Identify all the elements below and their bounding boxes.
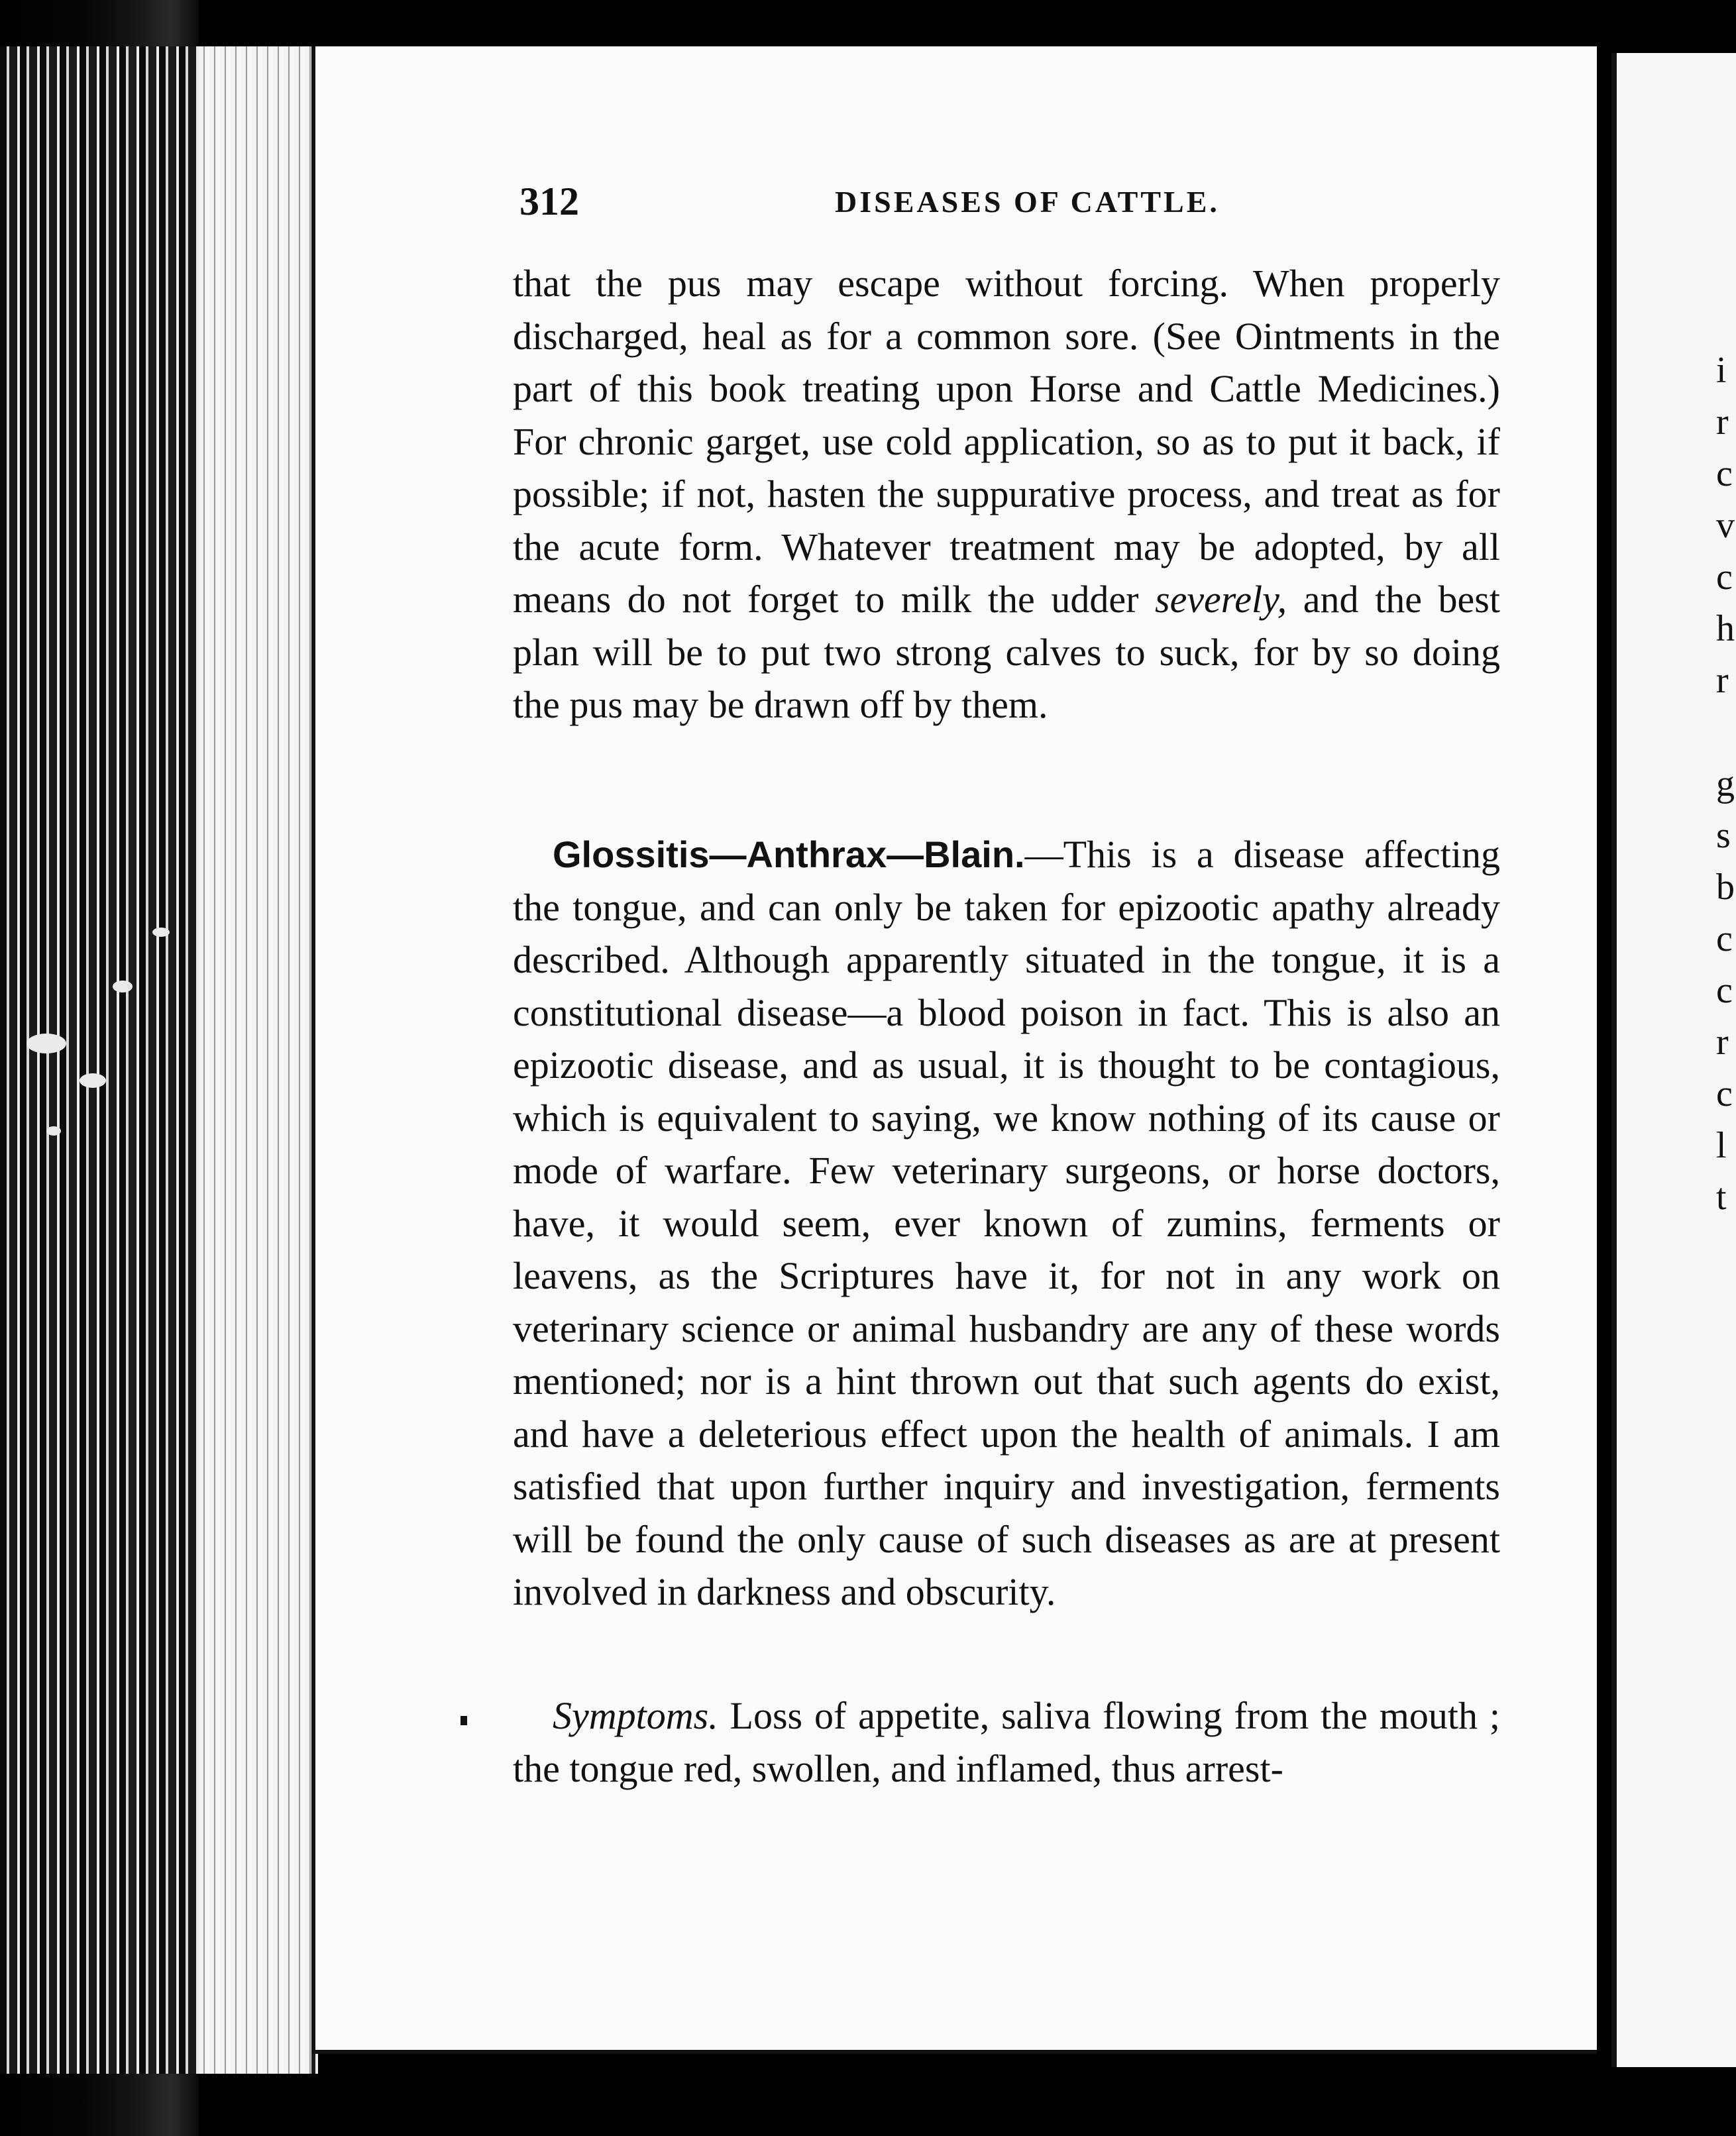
paragraph-3 [513,1689,1500,1795]
facing-page-letter: r [1716,401,1729,443]
facing-page-letter: r [1716,660,1729,701]
paragraph-2-body: —This is a disease affecting the tongue, and can only be taken for epizootic apathy already described. Although apparently situated in the tongue, it is a constitutional disease—a blood poison in fact. This is also an epizootic disease, and as usual, it is thought to be contagious, which is equivalent to saying, we know nothing of its cause or mode of warfare. Few veterinary surgeons, or horse doctors, have, it would seem, ever known of zumins, ferments or leavens, as the Scriptures have it, for not in any work on veterinary science or animal husbandry are any of these words mentioned; nor is a hint thrown out that such agents do exist, and have a deleterious effect upon the health of animals. I am satisfied that upon further inquiry and investigation, ferments will be found the only cause of such diseases as are at present involved in darkness and obscurity. [513,833,1500,1613]
margin-speck [113,981,133,992]
paragraph-1-body: that the pus may escape without forcing. When properly discharged, heal as for a common sore. (See Ointments in the part of this book treating upon Horse and Cattle Medicines.) For chronic garget, use cold application, so as to put it back, if possible; if not, hasten the suppurative process, and treat as for the acute form. Whatever treatment may be adopted, by all means do not forget to milk the udder [513,262,1500,621]
facing-page-letters [1716,345,1736,1223]
facing-page-letter [1716,706,1736,758]
facing-page-letter: b [1716,867,1735,908]
paragraph-2 [513,828,1500,1619]
facing-page-letter: r [1716,1022,1729,1063]
page-edges-light [199,46,311,2074]
facing-page-letter: c [1716,1073,1733,1114]
facing-page-letter: l [1716,1125,1727,1166]
paragraph-1-body-after: and the best plan will be to put two strong calves to suck, for by so doing the pus may be drawn off by them. [513,578,1500,726]
margin-mark [461,1716,467,1725]
facing-page-letter: h [1716,608,1735,649]
margin-speck [152,928,170,937]
facing-page-letter: v [1716,505,1735,546]
page-number: 312 [519,180,579,223]
running-title: DISEASES OF CATTLE. [835,185,1220,219]
book-page [311,46,1597,2054]
facing-page-letter: g [1716,763,1735,804]
symptoms-label: Symptoms. [553,1694,718,1737]
margin-speck [27,1034,66,1053]
facing-page-letter: c [1716,453,1733,494]
paragraph-1-text [513,257,1500,731]
paragraph-2-text [513,828,1500,1619]
facing-page [1611,53,1736,2067]
facing-page-letter: c [1716,557,1733,598]
paragraph-3-text [513,1689,1500,1795]
paragraph-3-body: Loss of appetite, saliva flowing from the mouth ; the tongue red, swollen, and inflamed, thus arrest- [513,1694,1500,1790]
paragraph-1 [513,257,1500,731]
facing-page-letter: c [1716,918,1733,959]
section-heading: Glossitis—Anthrax—Blain. [553,833,1025,875]
facing-page-letter: t [1716,1177,1727,1218]
margin-speck [46,1126,61,1136]
facing-page-letter: c [1716,970,1733,1011]
margin-speck [80,1073,106,1088]
facing-page-letter: s [1716,815,1731,856]
facing-page-letter: i [1716,350,1727,391]
paragraph-1-emphasis: severely, [1155,578,1287,621]
running-head [519,179,1513,232]
